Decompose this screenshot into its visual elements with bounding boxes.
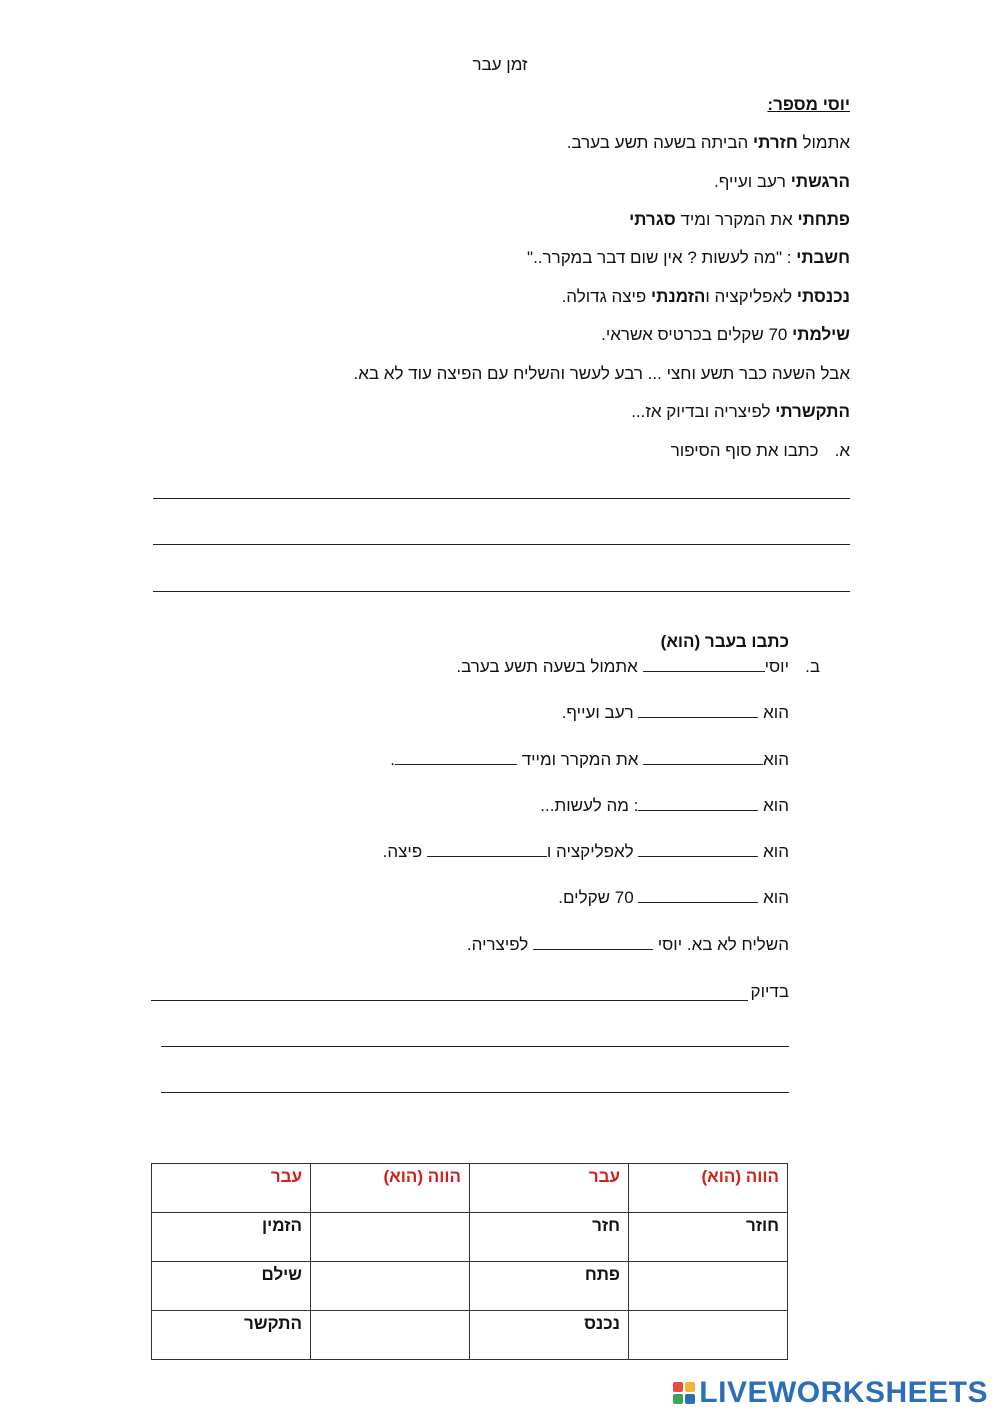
story-verb: נכנסתי	[796, 287, 850, 306]
sentence-2	[562, 703, 789, 723]
logo-text: LIVEWORKSHEETS	[699, 1376, 988, 1409]
story-text: פיצה גדולה.	[561, 287, 652, 306]
story-text: 70 שקלים בכרטיס אשראי.	[601, 325, 793, 344]
table-cell: הזמין	[152, 1213, 311, 1262]
sentence-text: : מה לעשות...	[540, 796, 639, 815]
sentence-8	[751, 982, 789, 1002]
table-cell-input[interactable]	[629, 1262, 788, 1311]
table-header: עבר	[470, 1164, 629, 1213]
story-verb: פתחתי	[797, 210, 850, 229]
answer-blank[interactable]	[395, 750, 517, 765]
story-text: הביתה בשעה תשע בערב.	[566, 133, 754, 152]
story-line-8	[631, 402, 850, 422]
story-text: : "מה לעשות ? אין שום דבר במקרר.."	[527, 248, 797, 267]
answer-line-b-1[interactable]	[151, 1000, 748, 1001]
part-b-marker: ב.	[805, 657, 820, 676]
table-cell: נכנס	[470, 1311, 629, 1360]
table-row	[152, 1213, 788, 1262]
answer-blank[interactable]	[643, 750, 763, 765]
table-header: הווה (הוא)	[311, 1164, 470, 1213]
table-cell: התקשר	[152, 1311, 311, 1360]
answer-blank[interactable]	[638, 703, 758, 718]
answer-line-a-2[interactable]	[153, 544, 850, 545]
sentence-6	[558, 888, 789, 908]
sentence-text: בדיוק	[750, 982, 789, 1001]
story-verb: שילמתי	[792, 325, 850, 344]
sentence-text: יוסי	[764, 657, 789, 676]
story-text: את המקרר ומיד	[675, 210, 798, 229]
story-heading	[767, 95, 850, 115]
liveworksheets-logo	[673, 1376, 988, 1410]
sentence-4	[540, 796, 789, 816]
answer-blank[interactable]	[638, 842, 758, 857]
sentence-7	[467, 935, 789, 955]
story-text: אתמול	[797, 133, 850, 152]
story-line-1	[567, 133, 850, 153]
sentence-text: פיצה.	[382, 842, 427, 861]
answer-blank[interactable]	[533, 935, 653, 950]
story-text: רעב ועייף.	[714, 172, 791, 191]
story-line-6	[601, 325, 850, 345]
sentence-text: לאפליקציה ו	[546, 842, 639, 861]
table-cell-input[interactable]	[311, 1213, 470, 1262]
table-row	[152, 1262, 788, 1311]
story-line-3	[629, 210, 850, 230]
story-line-2	[714, 172, 850, 192]
story-line-4	[527, 248, 850, 268]
story-verb: סגרתי	[629, 210, 676, 229]
story-verb: הזמנתי	[651, 287, 706, 306]
table-cell: שילם	[152, 1262, 311, 1311]
sentence-text: אתמול בשעה תשע בערב.	[456, 657, 643, 676]
part-b-heading: כתבו בעבר (הוא)	[660, 632, 789, 651]
story-verb: חשבתי	[796, 248, 850, 267]
story-verb: הרגשתי	[790, 172, 850, 191]
page-title: זמן עבר	[472, 55, 528, 74]
sentence-text: רעב ועייף.	[561, 703, 639, 722]
table-row	[152, 1311, 788, 1360]
table-header: הווה (הוא)	[629, 1164, 788, 1213]
answer-line-b-3[interactable]	[161, 1092, 789, 1093]
table-cell: חוזר	[629, 1213, 788, 1262]
table-cell-input[interactable]	[311, 1262, 470, 1311]
answer-blank[interactable]	[643, 657, 765, 672]
story-line-7: אבל השעה כבר תשע וחצי ... רבע לעשר והשליח עם הפיצה עוד לא בא.	[353, 364, 850, 383]
answer-line-a-3[interactable]	[153, 591, 850, 592]
sentence-text: הוא	[763, 750, 789, 769]
sentence-text: את המקרר ומייד	[516, 750, 644, 769]
table-header-row	[152, 1164, 788, 1213]
sentence-3	[390, 750, 789, 770]
table-cell-input[interactable]	[629, 1311, 788, 1360]
story-line-5	[562, 287, 850, 307]
answer-blank[interactable]	[427, 842, 547, 857]
sentence-text: 70 שקלים.	[558, 888, 639, 907]
sentence-text: הוא	[758, 888, 789, 907]
story-text: לפיצריה ובדיוק אז...	[631, 402, 776, 421]
story-verb: חזרתי	[753, 133, 798, 152]
sentence-text: הוא	[758, 703, 789, 722]
story-heading-text: יוסי מספר:	[767, 95, 850, 114]
story-verb: התקשרתי	[775, 402, 850, 421]
table-cell-input[interactable]	[311, 1311, 470, 1360]
verb-table	[151, 1163, 788, 1360]
part-a-question	[671, 441, 850, 461]
sentence-text: לפיצריה.	[466, 935, 533, 954]
table-cell: פתח	[470, 1262, 629, 1311]
sentence-text: הוא	[758, 796, 789, 815]
answer-blank[interactable]	[638, 888, 758, 903]
answer-blank[interactable]	[638, 796, 758, 811]
answer-line-b-2[interactable]	[161, 1046, 789, 1047]
sentence-text: השליח לא בא. יוסי	[653, 935, 789, 954]
answer-line-a-1[interactable]	[153, 498, 850, 499]
logo-icon	[673, 1382, 695, 1404]
sentence-5	[383, 842, 789, 862]
story-text: לאפליקציה ו	[705, 287, 797, 306]
part-a-marker: א.	[834, 441, 850, 460]
sentence-1	[456, 657, 789, 677]
sentence-text: .	[390, 750, 395, 769]
sentence-text: הוא	[758, 842, 789, 861]
table-header: עבר	[152, 1164, 311, 1213]
part-a-instruction: כתבו את סוף הסיפור	[670, 441, 819, 460]
table-cell: חזר	[470, 1213, 629, 1262]
